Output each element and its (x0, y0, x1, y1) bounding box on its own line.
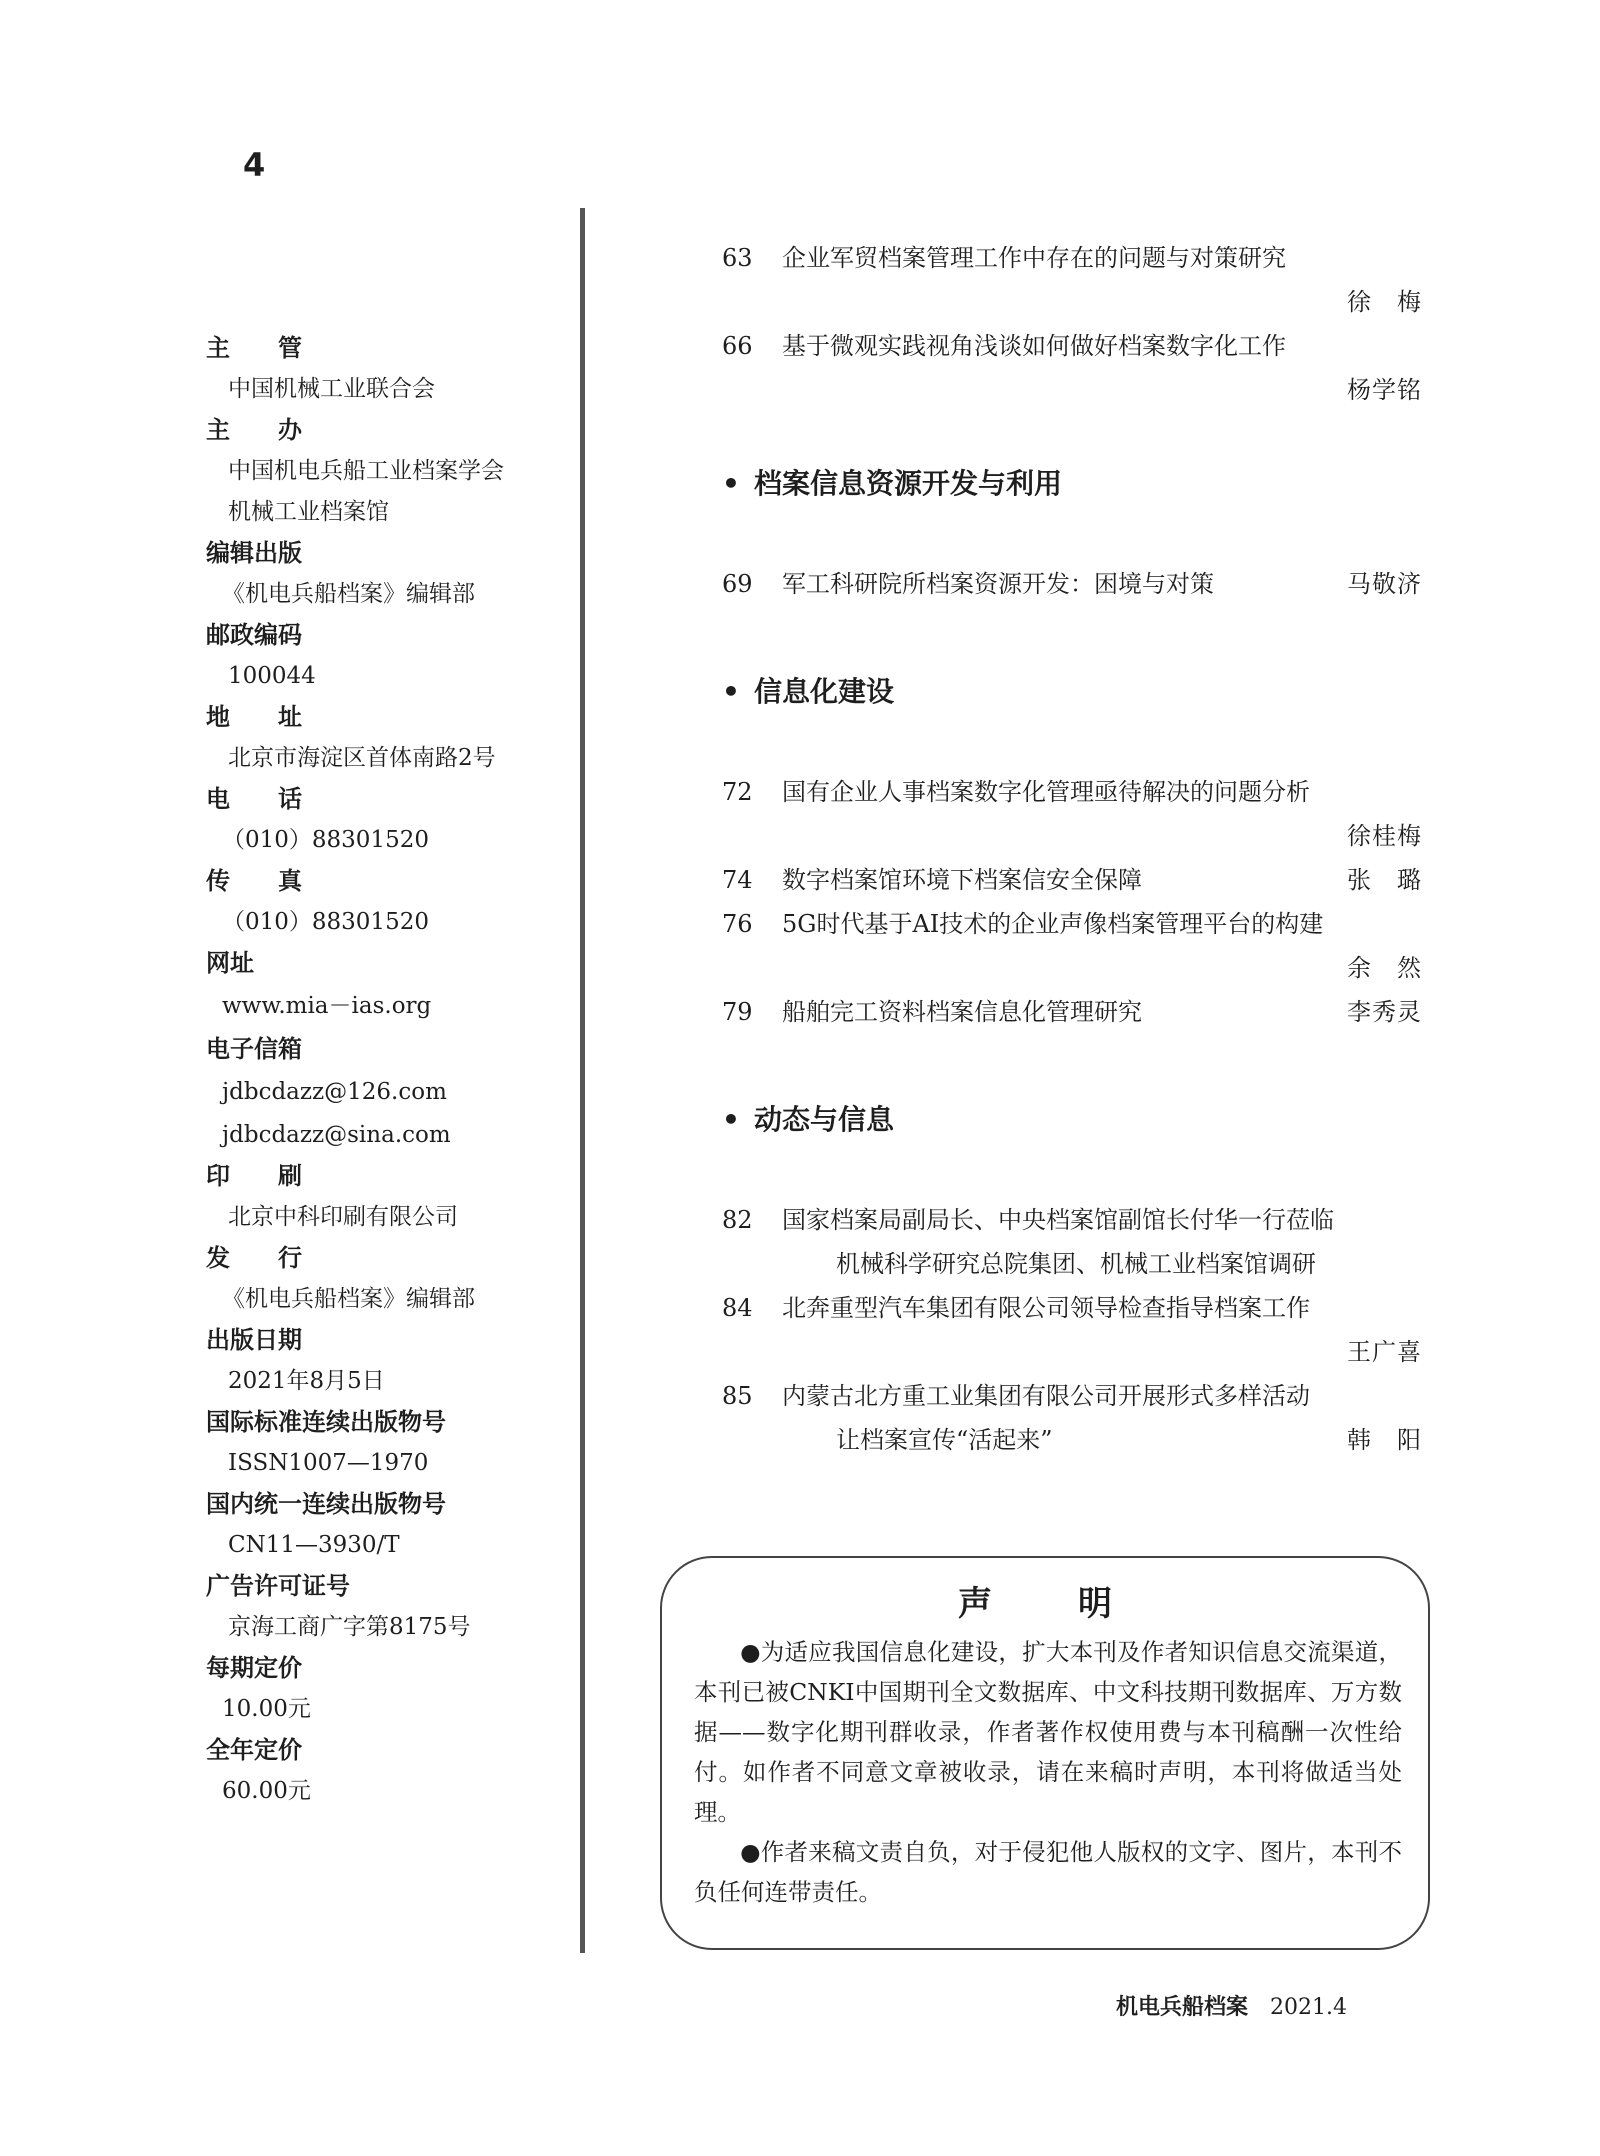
masthead-value-email-1: jdbcdazz@126.com (222, 1079, 447, 1105)
toc-author: 李秀灵 (1347, 998, 1422, 1026)
column-divider (580, 208, 585, 1953)
toc-title: 国家档案局副局长、中央档案馆副馆长付华一行莅临 (782, 1206, 1334, 1234)
masthead-label-issn: 国际标准连续出版物号 (206, 1408, 446, 1436)
toc-entry[interactable] (722, 770, 1422, 858)
toc-title-continuation: 机械科学研究总院集团、机械工业档案馆调研 (836, 1250, 1316, 1278)
masthead-value-ad-license: 京海工商广字第8175号 (228, 1614, 471, 1640)
masthead-value-website: www.mia－ias.org (222, 993, 432, 1019)
masthead-label-website: 网址 (206, 949, 254, 977)
masthead-value-distribution: 《机电兵船档案》编辑部 (222, 1286, 475, 1312)
toc-author: 徐 梅 (1347, 288, 1422, 316)
toc-entry[interactable] (722, 1198, 1422, 1286)
masthead-value-cn: CN11—3930/T (228, 1532, 400, 1558)
toc-author: 徐桂梅 (1347, 822, 1422, 850)
masthead-label-email: 电子信箱 (206, 1035, 302, 1063)
page-number: 4 (243, 146, 266, 184)
toc-page-number: 69 (722, 570, 753, 598)
toc-page-number: 85 (722, 1382, 753, 1410)
statement-paragraph: ●作者来稿文责自负，对于侵犯他人版权的文字、图片，本刊不负任何连带责任。 (694, 1838, 1402, 1906)
footer-journal-name: 机电兵船档案 (1116, 1994, 1249, 2020)
masthead (206, 328, 586, 1812)
table-of-contents (722, 236, 1422, 1462)
section-heading-text: 动态与信息 (754, 1103, 895, 1136)
section-heading-text: 档案信息资源开发与利用 (754, 467, 1063, 500)
masthead-label-publish-date: 出版日期 (206, 1326, 302, 1354)
masthead-label-cn: 国内统一连续出版物号 (206, 1490, 446, 1518)
toc-author: 张 璐 (1347, 866, 1422, 894)
masthead-value-email-2: jdbcdazz@sina.com (222, 1122, 451, 1148)
section-heading-news (722, 1090, 1422, 1150)
masthead-value-phone: （010）88301520 (222, 827, 429, 853)
toc-page-number: 66 (722, 332, 753, 360)
statement-title: 声 明 (958, 1584, 1138, 1624)
toc-title: 国有企业人事档案数字化管理亟待解决的问题分析 (782, 778, 1310, 806)
toc-author: 韩 阳 (1347, 1426, 1422, 1454)
masthead-value-publish-date: 2021年8月5日 (228, 1368, 385, 1394)
section-heading-resource-development (722, 454, 1422, 514)
page-footer (1116, 1990, 1347, 2021)
bullet-icon: • (722, 1103, 740, 1136)
masthead-value-supervisor: 中国机械工业联合会 (228, 376, 435, 402)
masthead-label-issue-price: 每期定价 (206, 1654, 302, 1682)
masthead-label-phone: 电 话 (206, 785, 302, 813)
toc-author: 王广喜 (1347, 1338, 1422, 1366)
masthead-value-fax: （010）88301520 (222, 909, 429, 935)
masthead-label-editor: 编辑出版 (206, 539, 302, 567)
masthead-value-printer: 北京中科印刷有限公司 (228, 1204, 458, 1230)
masthead-label-printer: 印 刷 (206, 1162, 302, 1190)
masthead-value-sponsor-1: 中国机电兵船工业档案学会 (228, 458, 504, 484)
footer-issue: 2021.4 (1270, 1995, 1347, 2020)
masthead-value-sponsor-2: 机械工业档案馆 (228, 499, 389, 525)
toc-entry[interactable] (722, 562, 1422, 606)
masthead-label-postcode: 邮政编码 (206, 621, 302, 649)
toc-title: 基于微观实践视角浅谈如何做好档案数字化工作 (782, 332, 1286, 360)
toc-entry[interactable] (722, 324, 1422, 412)
masthead-label-supervisor: 主 管 (206, 334, 302, 362)
masthead-value-annual-price: 60.00元 (222, 1778, 311, 1804)
toc-title: 企业军贸档案管理工作中存在的问题与对策研究 (782, 244, 1286, 272)
toc-entry[interactable] (722, 1286, 1422, 1374)
masthead-label-distribution: 发 行 (206, 1244, 302, 1272)
masthead-value-address: 北京市海淀区首体南路2号 (228, 745, 496, 771)
masthead-label-annual-price: 全年定价 (206, 1736, 302, 1764)
toc-title: 5G时代基于AI技术的企业声像档案管理平台的构建 (782, 910, 1324, 938)
masthead-label-ad-license: 广告许可证号 (206, 1572, 350, 1600)
toc-page-number: 79 (722, 998, 753, 1026)
bullet-icon: • (722, 675, 740, 708)
toc-title: 北奔重型汽车集团有限公司领导检查指导档案工作 (782, 1294, 1310, 1322)
toc-author: 余 然 (1347, 954, 1422, 982)
statement-paragraph: ●为适应我国信息化建设，扩大本刊及作者知识信息交流渠道，本刊已被CNKI中国期刊全文数据库、中文科技期刊数据库、万方数据——数字化期刊群收录，作者著作权使用费与本刊稿酬一次性给付。如作者不同意文章被收录，请在来稿时声明，本刊将做适当处理。 (694, 1638, 1402, 1826)
masthead-label-fax: 传 真 (206, 867, 302, 895)
toc-title: 军工科研院所档案资源开发：困境与对策 (782, 570, 1214, 598)
section-heading-text: 信息化建设 (754, 675, 895, 708)
toc-page-number: 84 (722, 1294, 753, 1322)
toc-entry[interactable] (722, 1374, 1422, 1462)
toc-title: 数字档案馆环境下档案信安全保障 (782, 866, 1142, 894)
masthead-value-issue-price: 10.00元 (222, 1696, 311, 1722)
toc-page-number: 72 (722, 778, 753, 806)
masthead-value-editor: 《机电兵船档案》编辑部 (222, 581, 475, 607)
statement-box (660, 1556, 1430, 1950)
section-heading-informatization (722, 662, 1422, 722)
toc-title: 内蒙古北方重工业集团有限公司开展形式多样活动 (782, 1382, 1310, 1410)
toc-page-number: 82 (722, 1206, 753, 1234)
toc-title: 船舶完工资料档案信息化管理研究 (782, 998, 1142, 1026)
toc-page-number: 76 (722, 910, 753, 938)
masthead-value-postcode: 100044 (228, 663, 316, 689)
toc-entry[interactable] (722, 858, 1422, 902)
toc-author: 马敬济 (1347, 570, 1422, 598)
toc-entry[interactable] (722, 902, 1422, 990)
toc-page-number: 74 (722, 866, 753, 894)
masthead-label-sponsor: 主 办 (206, 416, 302, 444)
toc-entry[interactable] (722, 236, 1422, 324)
bullet-icon: • (722, 467, 740, 500)
masthead-value-issn: ISSN1007—1970 (228, 1450, 429, 1476)
toc-entry[interactable] (722, 990, 1422, 1034)
toc-title-continuation: 让档案宣传“活起来” (836, 1426, 1053, 1454)
toc-author: 杨学铭 (1347, 376, 1422, 404)
masthead-label-address: 地 址 (206, 703, 302, 731)
toc-page-number: 63 (722, 244, 753, 272)
